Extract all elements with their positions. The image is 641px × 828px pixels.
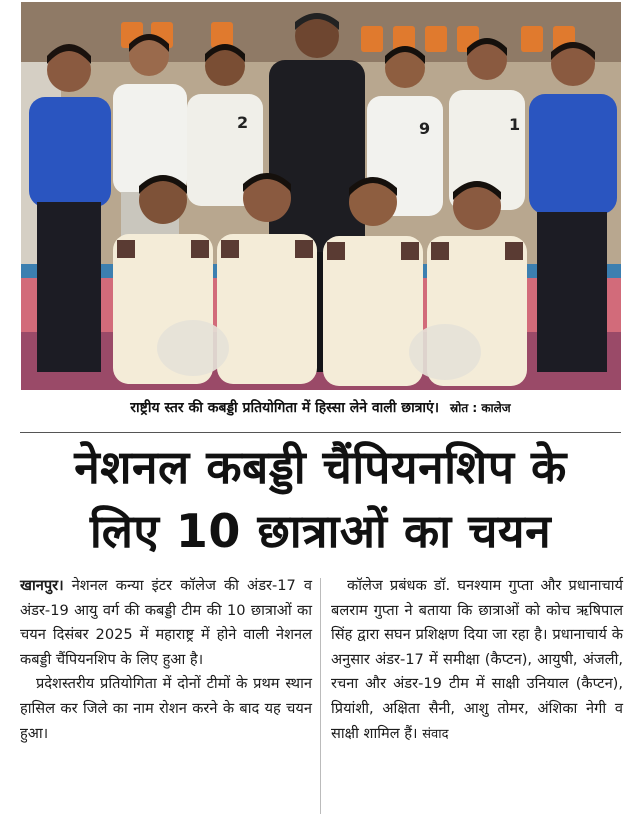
team-group-photo-icon — [21, 2, 621, 390]
article-para-2: प्रदेशस्तरीय प्रतियोगिता में दोनों टीमों के प्रथम स्थान हासिल कर जिले का नाम रोशन करने के बाद यह चयन हुआ। — [20, 675, 312, 742]
divider — [20, 432, 621, 433]
dateline: खानपुर। — [20, 577, 64, 594]
jersey-number-2: 2 — [237, 113, 249, 132]
article-column-right — [331, 574, 623, 747]
article-para-3: कॉलेज प्रबंधक डॉ. घनश्याम गुप्ता और प्रधानाचार्य बलराम गुप्ता ने बताया कि छात्राओं को कोच ऋषिपाल सिंह द्वारा सघन प्रशिक्षण दिया जा रहा है। प्रधानाचार्य के अनुसार अंडर-17 में समीक्षा (कैप्टन), आयुषी, अंजली, रचना और अंडर-19 टीम में साक्षी उनियाल (कैप्टन), प्रियांशी, अक्षिता सैनी, आशु तोमर, अंशिका नेगी व साक्षी शामिल हैं। — [331, 577, 623, 742]
caption-text: राष्ट्रीय स्तर की कबड्डी प्रतियोगिता में हिस्सा लेने वाली छात्राएं। — [130, 400, 440, 416]
headline-line-1: नेशनल कबड्डी चैंपियनशिप के — [74, 440, 567, 494]
jersey-number-1: 1 — [509, 115, 521, 134]
article-column-left — [20, 574, 312, 746]
article-para-1: नेशनल कन्या इंटर कॉलेज की अंडर-17 व अंडर-19 आयु वर्ग की कबड्डी टीम की 10 छात्राओं का चयन दिसंबर 2025 में महाराष्ट्र में होने वाली नेशनल कबड्डी चैंपियनशिप के लिए हुआ है। — [20, 577, 312, 668]
news-credit: संवाद — [422, 726, 449, 742]
headline-line-2: लिए 10 छात्राओं का चयन — [89, 504, 552, 558]
jersey-number-9: 9 — [419, 119, 431, 138]
column-divider — [320, 578, 321, 814]
team-photo — [21, 2, 621, 390]
photo-caption — [0, 398, 641, 417]
photo-source: स्रोत : कालेज — [449, 401, 511, 415]
